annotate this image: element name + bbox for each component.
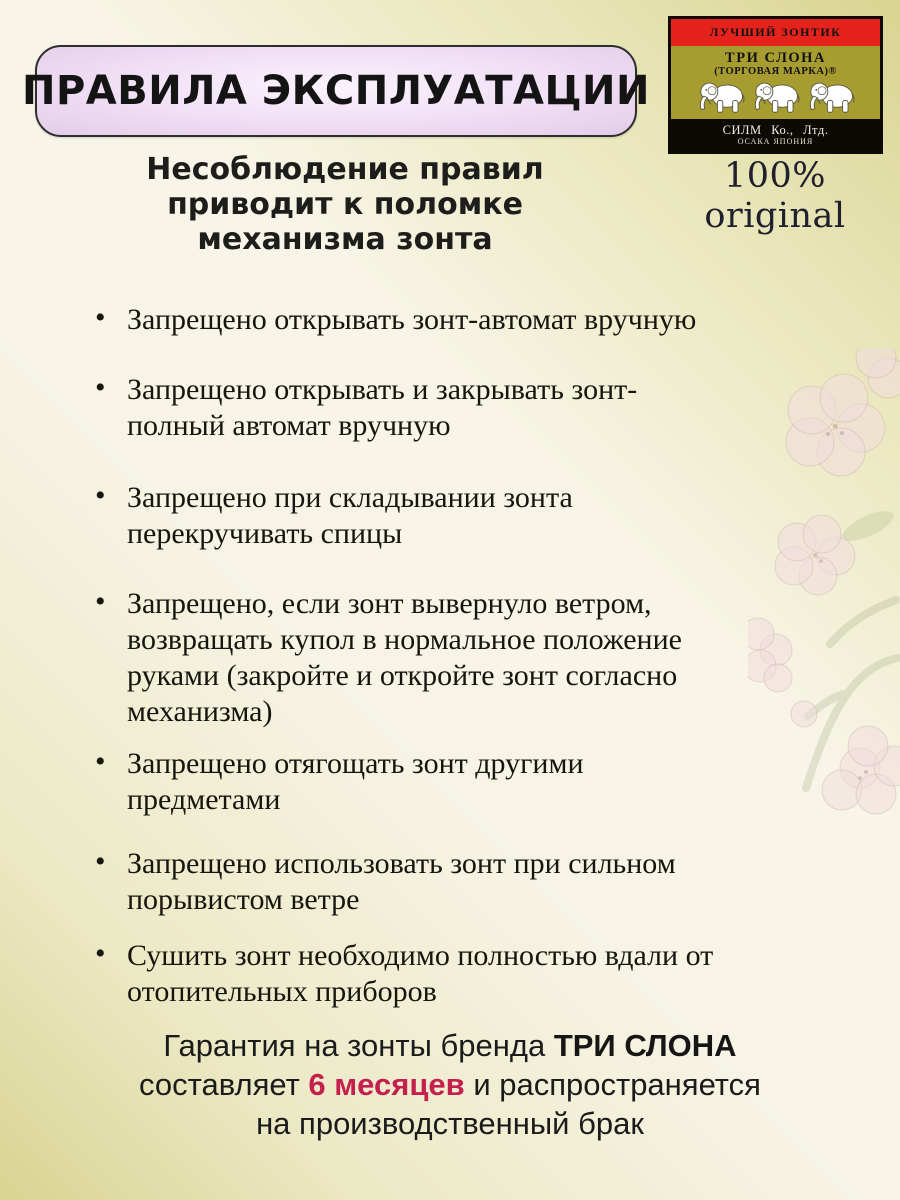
bullet-icon: •	[95, 301, 106, 334]
logo-company-line: СИЛМ Ко., Лтд.	[722, 123, 829, 137]
logo-origin-line: ОСАКА ЯПОНИЯ	[737, 137, 814, 146]
rule-item	[95, 938, 795, 1010]
rule-item	[95, 746, 795, 818]
bullet-icon: •	[95, 479, 106, 512]
rule-item	[95, 302, 795, 338]
logo-trademark-line: (ТОРГОВАЯ МАРКА)®	[714, 66, 837, 77]
warranty-duration: 6 месяцев	[308, 1067, 465, 1102]
logo-brand-name: ТРИ СЛОНА	[725, 50, 826, 66]
warranty-text: Гарантия на зонты бренда	[163, 1028, 554, 1063]
rule-text: Запрещено, если зонт вывернуло ветром, возвращать купол в нормальное положение руками (закройте и откройте зонт согласно механизма)	[127, 587, 682, 728]
bullet-icon: •	[95, 845, 106, 878]
warranty-brand: ТРИ СЛОНА	[553, 1028, 737, 1063]
three-elephants-row	[671, 79, 880, 115]
logo-top-banner-text: ЛУЧШИЙ ЗОНТИК	[709, 25, 842, 39]
logo-top-banner	[671, 19, 880, 46]
elephant-icon	[805, 79, 857, 115]
warranty-note	[40, 1026, 860, 1143]
logo-brand-band	[671, 46, 880, 119]
bullet-icon: •	[95, 745, 106, 778]
rule-item	[95, 586, 795, 730]
bullet-icon: •	[95, 585, 106, 618]
rule-text: Запрещено использовать зонт при сильном порывистом ветре	[127, 847, 676, 916]
rule-text: Запрещено открывать и закрывать зонт-полный автомат вручную	[127, 373, 638, 442]
rule-item	[95, 372, 795, 444]
bullet-icon: •	[95, 937, 106, 970]
subtitle-line: механизма зонта	[197, 222, 493, 257]
title-box	[21, 45, 651, 137]
warranty-text: на производственный брак	[256, 1106, 644, 1141]
rule-text: Сушить зонт необходимо полностью вдали от отопительных приборов	[127, 939, 714, 1008]
rule-item	[95, 480, 795, 552]
brand-logo	[668, 16, 883, 154]
rule-item	[95, 846, 795, 918]
rules-list	[95, 302, 795, 1010]
subtitle-line: Несоблюдение правил	[146, 152, 544, 187]
warranty-text: составляет	[139, 1067, 309, 1102]
authenticity-label: 100% original	[704, 156, 846, 236]
rule-text: Запрещено при складывании зонта перекручивать спицы	[127, 481, 573, 550]
warranty-text: и распространяется	[464, 1067, 761, 1102]
rule-text: Запрещено открывать зонт-автомат вручную	[127, 303, 697, 336]
page-title: ПРАВИЛА ЭКСПЛУАТАЦИИ	[21, 68, 651, 114]
elephant-icon	[750, 79, 802, 115]
elephant-icon	[695, 79, 747, 115]
rule-text: Запрещено отягощать зонт другими предметами	[127, 747, 584, 816]
bullet-icon: •	[95, 371, 106, 404]
subtitle	[105, 152, 585, 257]
logo-company-band	[671, 119, 880, 151]
subtitle-line: приводит к поломке	[167, 187, 523, 222]
